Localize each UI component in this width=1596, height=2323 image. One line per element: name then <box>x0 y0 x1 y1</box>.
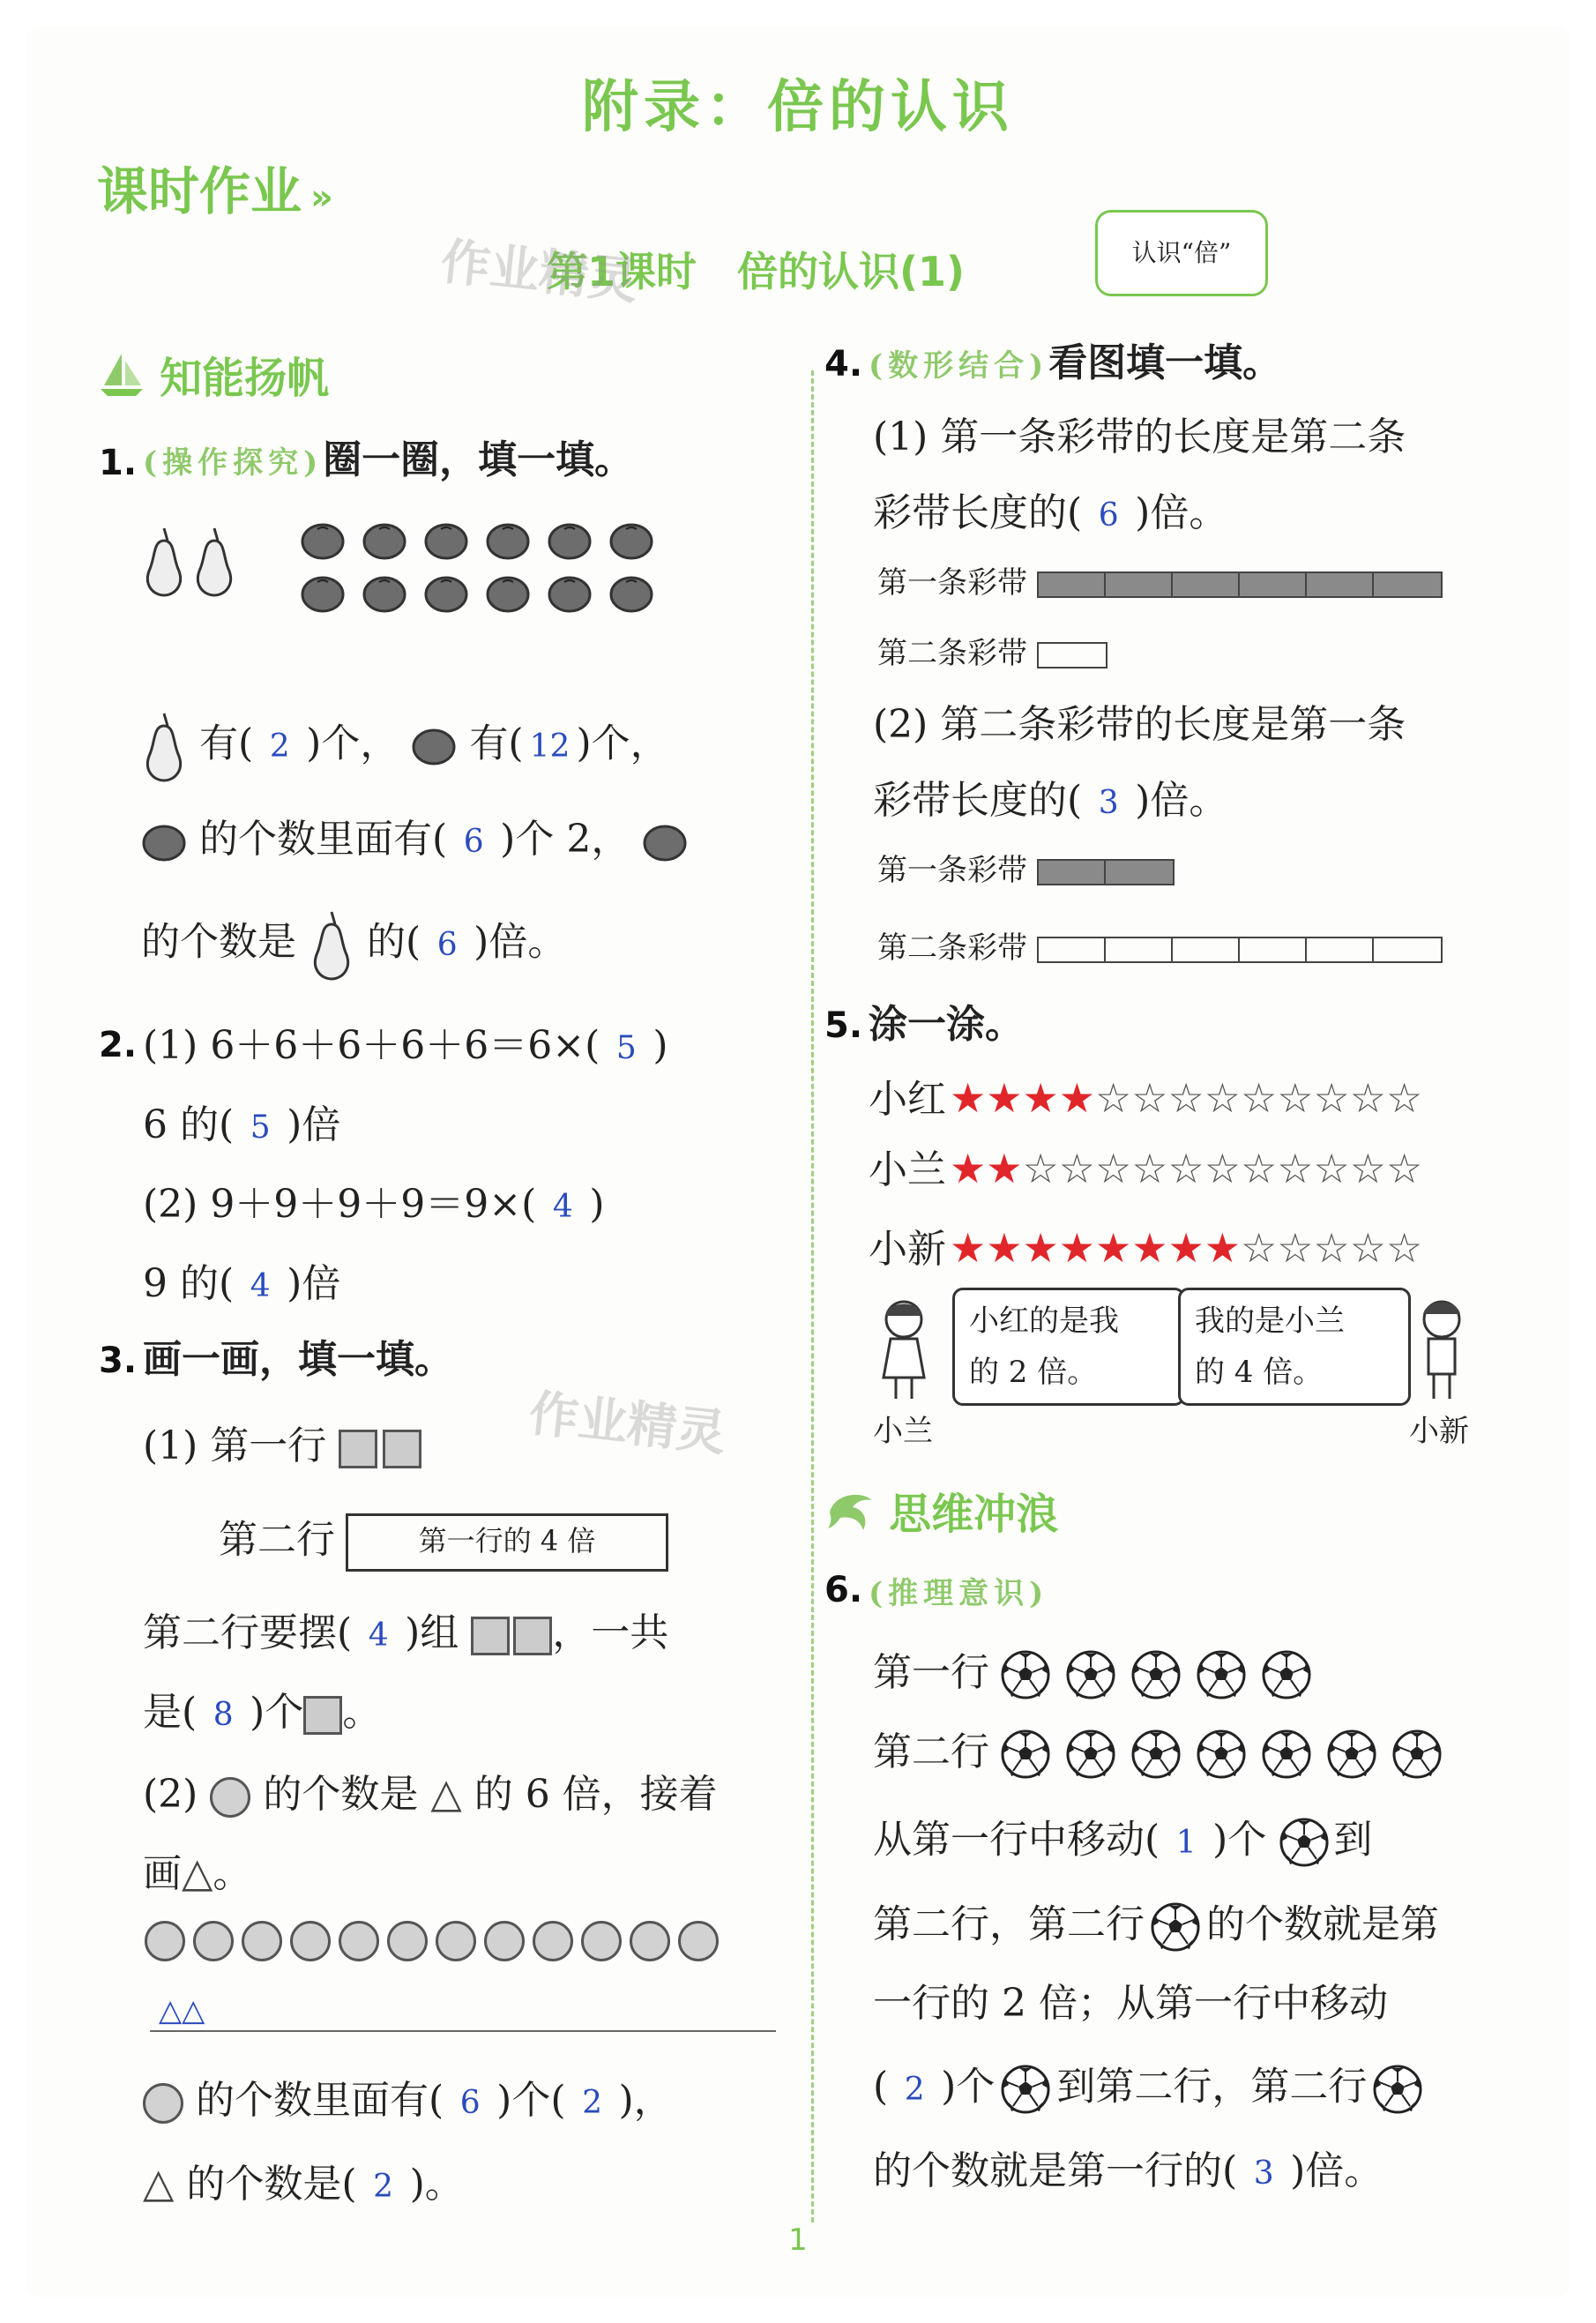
speech-bubble-xiaoxin <box>1178 1288 1411 1406</box>
orange-icon <box>411 726 457 766</box>
triangle-drawing[interactable]: △△ <box>159 1993 205 2028</box>
orange-icon <box>362 573 407 614</box>
triangle-icon: △ <box>430 1769 462 1817</box>
q4-tag: (数形结合) <box>869 348 1049 384</box>
q6-l2b: 的个数就是第 <box>1206 1901 1439 1947</box>
q4-band2-label: 第二条彩带 <box>877 636 1027 671</box>
lesson-title: 第1课时 倍的认识(1) <box>547 248 966 295</box>
q3-line4 <box>143 1849 252 1896</box>
orange-icon <box>300 573 346 614</box>
q4-band1-label: 第一条彩带 <box>877 565 1027 601</box>
circle-icon <box>436 1921 476 1961</box>
q6-row1 <box>873 1649 1326 1700</box>
q3-l2b: )个 <box>250 1690 304 1735</box>
q3-l3b: 的个数是 <box>263 1772 419 1817</box>
q3-line2: 是( 8 )个 。 <box>143 1690 382 1735</box>
q6-tag: (推理意识) <box>869 1576 1049 1611</box>
orange-icon <box>608 520 654 561</box>
section-homework-label: 课时作业 <box>97 161 302 221</box>
ribbon-segment <box>1173 573 1240 596</box>
filled-star-icon[interactable]: ★ <box>1022 1224 1059 1272</box>
page-card <box>26 26 1570 2297</box>
q2-l1-end: ) <box>653 1023 668 1068</box>
square-icon <box>339 1430 377 1468</box>
q6-line3: 一行的 2 倍；从第一行中移动 <box>873 1981 1388 2026</box>
star-row <box>869 1138 1422 1217</box>
q3-l2a: 是( <box>143 1690 198 1735</box>
ribbon-segment <box>1173 938 1240 961</box>
orange-row <box>300 520 688 561</box>
watermark-mid: 作业精灵 <box>526 1385 729 1463</box>
q6-tag-line <box>869 1572 1048 1610</box>
filled-star-icon[interactable]: ★ <box>1022 1074 1059 1122</box>
ribbon-segment <box>1374 573 1441 596</box>
filled-star-icon[interactable]: ★ <box>1095 1224 1132 1272</box>
q6-line5 <box>873 2148 1383 2193</box>
double-chevron-icon: » <box>310 177 333 218</box>
q4-p2c: )倍。 <box>1135 778 1228 823</box>
q3-number: 3. <box>99 1341 138 1381</box>
q6-row2-label: 第二行 <box>873 1729 989 1774</box>
soccer-ball-icon <box>1065 1649 1116 1700</box>
circle-icon <box>145 1921 185 1961</box>
q3-l6b: )。 <box>409 2162 464 2207</box>
orange-icon <box>423 573 469 614</box>
bubble2-line1: 我的是小兰 <box>1195 1303 1345 1339</box>
empty-star-icon[interactable]: ☆ <box>1277 1074 1314 1122</box>
q2-answer-3[interactable]: 4 <box>552 1189 573 1225</box>
soccer-ball-icon <box>1261 1649 1312 1700</box>
filled-star-icon[interactable]: ★ <box>1058 1074 1095 1122</box>
q2-number: 2. <box>99 1025 138 1065</box>
soccer-ball-icon <box>1000 1729 1051 1780</box>
speech-bubble-xiaolan <box>952 1288 1185 1406</box>
soccer-ball-icon <box>1279 1817 1330 1868</box>
empty-star-icon[interactable]: ☆ <box>1204 1074 1241 1122</box>
circle-icon <box>210 1777 250 1818</box>
orange-icon <box>642 822 688 863</box>
ribbon-segment <box>1374 938 1441 961</box>
circle-icon <box>193 1921 234 1961</box>
filled-star-icon[interactable]: ★ <box>1167 1224 1204 1272</box>
q3-line1 <box>143 1610 669 1655</box>
filled-star-icon[interactable]: ★ <box>1058 1224 1095 1272</box>
watermark-top: 作业精灵 <box>437 233 641 311</box>
q4-p1b: 彩带长度的( <box>873 490 1083 535</box>
q1-answer-oranges[interactable]: 12 <box>529 728 571 765</box>
empty-star-icon[interactable]: ☆ <box>1277 1224 1314 1272</box>
q3-answer-per[interactable]: 2 <box>582 2085 602 2121</box>
q4-answer-1[interactable]: 6 <box>1098 497 1119 534</box>
filled-star-icon[interactable]: ★ <box>1204 1224 1241 1272</box>
q3-l5a: 的个数里面有( <box>196 2078 444 2123</box>
triangle-icon: △ <box>182 1849 213 1896</box>
q4-p1a: (1) 第一条彩带的长度是第二条 <box>873 415 1406 459</box>
ball-row <box>1000 1650 1326 1695</box>
orange-icon <box>300 520 346 561</box>
q3-l3a: (2) <box>143 1772 198 1817</box>
star-row-name: 小新 <box>869 1227 946 1272</box>
q2-l2: 6 的( <box>143 1102 235 1147</box>
empty-star-icon[interactable]: ☆ <box>1058 1145 1095 1192</box>
square-icon <box>471 1617 510 1655</box>
q6-l2a: 第二行，第二行 <box>873 1901 1145 1947</box>
pear-icon <box>191 525 237 597</box>
empty-star-icon[interactable]: ☆ <box>1241 1074 1278 1122</box>
empty-star-icon[interactable]: ☆ <box>1241 1145 1278 1192</box>
q3-line3 <box>143 1769 718 1818</box>
q3-l5c: )， <box>618 2078 673 2123</box>
ribbon-segment <box>1106 938 1173 961</box>
ribbon-long <box>1037 937 1443 963</box>
circle-icon <box>339 1921 379 1961</box>
page-number: 1 <box>788 2222 808 2258</box>
lesson-tag <box>1095 210 1268 296</box>
ribbon-segment <box>1307 573 1374 596</box>
ribbon-short <box>1037 642 1108 669</box>
answer-line <box>150 2030 776 2032</box>
q1-l2a: 的个数里面有( <box>199 817 448 862</box>
empty-star-icon[interactable]: ☆ <box>1386 1074 1423 1122</box>
empty-star-icon[interactable]: ☆ <box>1349 1224 1386 1272</box>
filled-star-icon[interactable]: ★ <box>1131 1224 1168 1272</box>
star-row-name: 小兰 <box>869 1147 946 1192</box>
q1-answer-groups[interactable]: 6 <box>463 824 484 860</box>
q3-answer-groups[interactable]: 4 <box>368 1617 389 1654</box>
q4-p1-line2 <box>873 490 1228 535</box>
q2-l4-end: )倍 <box>287 1261 341 1306</box>
empty-star-icon[interactable]: ☆ <box>1095 1074 1132 1122</box>
q3-l3c: 的 6 倍，接着 <box>474 1772 718 1817</box>
q6-answer-1[interactable]: 1 <box>1175 1824 1197 1861</box>
circle-icon <box>581 1921 622 1961</box>
q3-l1a: 第二行要摆( <box>143 1610 353 1655</box>
ribbon-segment <box>1106 573 1173 596</box>
orange-icon <box>485 573 531 614</box>
empty-star-icon[interactable]: ☆ <box>1204 1145 1241 1192</box>
bubble1-line2: 的 2 倍。 <box>969 1355 1098 1390</box>
q6-l4c: 到第二行，第二行 <box>1056 2064 1368 2110</box>
filled-star-icon[interactable]: ★ <box>950 1145 987 1192</box>
empty-star-icon[interactable]: ☆ <box>1131 1074 1168 1122</box>
empty-star-icon[interactable]: ☆ <box>1241 1224 1278 1272</box>
q6-line1 <box>873 1817 1372 1868</box>
q6-line4 <box>873 2064 1423 2115</box>
empty-star-icon[interactable]: ☆ <box>1277 1145 1314 1192</box>
pear-icon <box>309 908 354 981</box>
left-section-title: 知能扬帆 <box>160 354 330 403</box>
q1-line2 <box>141 817 688 863</box>
q4-p2-line2 <box>873 778 1228 823</box>
square-icon <box>383 1430 421 1468</box>
q4-band4-row <box>877 930 1443 966</box>
q6-l4b: )个 <box>941 2064 996 2110</box>
girl-icon <box>873 1296 935 1402</box>
orange-icon <box>547 520 593 561</box>
q6-l1c: 到 <box>1333 1817 1373 1863</box>
soccer-ball-icon <box>1065 1729 1116 1780</box>
star-row <box>869 1067 1422 1138</box>
filled-star-icon[interactable]: ★ <box>950 1224 987 1272</box>
empty-star-icon[interactable]: ☆ <box>1386 1224 1423 1272</box>
q6-answer-2[interactable]: 2 <box>904 2071 925 2108</box>
q3-l4b: 。 <box>213 1851 252 1896</box>
circle-icon <box>678 1921 719 1961</box>
soccer-ball-icon <box>1130 1649 1182 1700</box>
q1-l1a: 有( <box>199 721 254 766</box>
q6-l1b: )个 <box>1212 1817 1267 1863</box>
q2-l3-end: ) <box>589 1182 605 1227</box>
q1-line1 <box>141 710 669 782</box>
q4-band3-row <box>877 853 1175 888</box>
ball-row <box>1000 1729 1457 1774</box>
star-rows <box>869 1067 1422 1288</box>
q3-l5b: )个( <box>496 2078 566 2123</box>
soccer-ball-icon <box>1391 1729 1443 1780</box>
empty-star-icon[interactable]: ☆ <box>1349 1145 1386 1192</box>
q2-answer-1[interactable]: 5 <box>615 1030 637 1066</box>
q6-line2 <box>873 1901 1439 1953</box>
q5-prompt: 涂一涂。 <box>869 1002 1024 1047</box>
circle-icon <box>630 1921 670 1961</box>
square-icon <box>513 1617 552 1655</box>
kid1-label: 小兰 <box>873 1414 933 1449</box>
q3-line6 <box>143 2159 464 2207</box>
empty-star-icon[interactable]: ☆ <box>1131 1145 1168 1192</box>
empty-star-icon[interactable]: ☆ <box>1313 1224 1350 1272</box>
ribbon-short <box>1037 859 1175 885</box>
page-title: 附录：倍的认识 <box>582 75 1014 140</box>
q1-l1d: )个， <box>576 721 669 766</box>
q3-answer-groups2[interactable]: 6 <box>459 2085 481 2121</box>
q6-l5b: )倍。 <box>1290 2148 1383 2193</box>
dolphin-icon <box>824 1486 877 1535</box>
circle-icon <box>387 1921 428 1961</box>
section-homework <box>97 150 333 224</box>
empty-star-icon[interactable]: ☆ <box>1349 1074 1386 1122</box>
empty-star-icon[interactable]: ☆ <box>1022 1145 1059 1192</box>
ribbon-segment <box>1039 573 1106 596</box>
q2-l1: (1) 6＋6＋6＋6＋6＝6×( <box>143 1023 600 1068</box>
q2-line3 <box>143 1182 605 1227</box>
q1-l3c: )倍。 <box>474 919 567 965</box>
q4-band3-label: 第一条彩带 <box>877 853 1027 888</box>
sailboat-icon <box>97 350 146 400</box>
q3-row2 <box>219 1513 668 1572</box>
orange-icon <box>141 822 187 863</box>
q4-band2-row <box>877 636 1108 671</box>
q6-row1-label: 第一行 <box>873 1649 989 1695</box>
q2-line4 <box>143 1261 341 1306</box>
orange-icon <box>547 573 593 614</box>
q3-l1c: ，一共 <box>552 1610 669 1655</box>
ribbon-segment <box>1240 938 1307 961</box>
q6-number: 6. <box>824 1570 863 1610</box>
ribbon-segment <box>1039 938 1106 961</box>
soccer-ball-icon <box>1196 1729 1247 1780</box>
circle-icon <box>242 1921 282 1961</box>
q4-prompt: 看图填一填。 <box>1048 340 1282 385</box>
q3-row2-label: 第二行 <box>219 1517 335 1563</box>
lesson-tag-label: 认识“倍” <box>1131 238 1232 267</box>
q3-answer-tri[interactable]: 2 <box>373 2169 394 2205</box>
q4-answer-2[interactable]: 3 <box>1098 785 1119 821</box>
soccer-ball-icon <box>1000 1649 1051 1700</box>
q4-number: 4. <box>824 344 863 385</box>
q1-answer-pears[interactable]: 2 <box>269 728 290 765</box>
pear-icon <box>141 710 187 782</box>
ribbon-segment <box>1106 861 1173 884</box>
soccer-ball-icon <box>1261 1729 1312 1780</box>
ribbon-segment <box>1039 861 1106 884</box>
q2-line2 <box>143 1102 341 1147</box>
q4-p2a: (2) 第二条彩带的长度是第一条 <box>873 702 1406 747</box>
filled-star-icon[interactable]: ★ <box>986 1224 1023 1272</box>
q3-l6a: 的个数是( <box>186 2162 357 2207</box>
q4-p1c: )倍。 <box>1135 490 1228 535</box>
star-row <box>869 1217 1422 1288</box>
q1-figure <box>141 525 237 597</box>
orange-icon <box>608 573 654 614</box>
q1-tag: (操作探究) <box>143 445 324 481</box>
triangle-icon: △ <box>143 2159 175 2207</box>
q2-l2-end: )倍 <box>287 1102 341 1147</box>
q3-line5 <box>143 2078 673 2124</box>
ribbon-segment <box>1307 938 1374 961</box>
soccer-ball-icon <box>1372 2064 1423 2115</box>
q6-l5a: 的个数就是第一行的( <box>873 2148 1238 2193</box>
filled-star-icon[interactable]: ★ <box>986 1074 1023 1122</box>
kid2-label: 小新 <box>1409 1414 1469 1449</box>
soccer-ball-icon <box>1326 1729 1377 1780</box>
q3-l1b: )组 <box>405 1610 459 1655</box>
circle-icon <box>143 2083 183 2124</box>
q1-l3b: 的( <box>367 919 421 965</box>
empty-star-icon[interactable]: ☆ <box>1313 1145 1350 1192</box>
q1-l2b: )个 2， <box>500 817 630 862</box>
empty-star-icon[interactable]: ☆ <box>1386 1145 1423 1192</box>
q1-l1c: 有( <box>469 721 524 766</box>
q1-l3a: 的个数是 <box>141 919 296 965</box>
orange-grid <box>300 520 688 614</box>
boy-icon <box>1411 1296 1473 1402</box>
q3-prompt: 画一画，填一填。 <box>143 1337 453 1382</box>
circle-icon <box>290 1921 331 1961</box>
orange-icon <box>362 520 407 561</box>
orange-icon <box>485 520 531 561</box>
right-section-title: 思维冲浪 <box>889 1490 1059 1539</box>
pear-icon <box>141 525 187 597</box>
soccer-ball-icon <box>1000 2064 1051 2115</box>
q2-answer-2[interactable]: 5 <box>250 1109 271 1146</box>
empty-star-icon[interactable]: ☆ <box>1167 1074 1204 1122</box>
circle-row <box>145 1921 727 1961</box>
bubble1-line1: 小红的是我 <box>969 1303 1119 1339</box>
q4-band4-label: 第二条彩带 <box>877 930 1027 966</box>
empty-star-icon[interactable]: ☆ <box>1313 1074 1350 1122</box>
left-section-header <box>97 344 329 405</box>
filled-star-icon[interactable]: ★ <box>950 1074 987 1122</box>
q1-answer-times[interactable]: 6 <box>436 926 458 963</box>
q3-l4a: 画 <box>143 1851 182 1896</box>
q6-answer-3[interactable]: 3 <box>1253 2155 1274 2192</box>
circle-icon <box>484 1921 525 1961</box>
q5-number: 5. <box>824 1005 863 1046</box>
q1-number: 1. <box>99 443 138 483</box>
q6-l4a: ( <box>873 2064 889 2110</box>
q1-prompt-line <box>143 437 634 482</box>
q4-band1-row <box>877 565 1443 601</box>
q6-row2 <box>873 1729 1457 1780</box>
ribbon-segment <box>1039 644 1106 667</box>
q3-answer-total[interactable]: 8 <box>213 1697 234 1733</box>
soccer-ball-icon <box>1196 1649 1247 1700</box>
filled-star-icon[interactable]: ★ <box>986 1145 1023 1192</box>
orange-icon <box>423 520 469 561</box>
ribbon-long <box>1037 571 1443 598</box>
ribbon-segment <box>1240 573 1307 596</box>
soccer-ball-icon <box>1130 1729 1182 1780</box>
q3-row1 <box>143 1423 421 1468</box>
soccer-ball-icon <box>1150 1901 1201 1953</box>
square-icon <box>303 1696 342 1735</box>
q3-row1-label: (1) 第一行 <box>143 1423 327 1468</box>
q4-p2b: 彩带长度的( <box>873 778 1083 823</box>
column-divider <box>811 370 814 2222</box>
empty-star-icon[interactable]: ☆ <box>1167 1145 1204 1192</box>
empty-star-icon[interactable]: ☆ <box>1095 1145 1132 1192</box>
q2-line1 <box>143 1023 668 1068</box>
circle-icon <box>533 1921 573 1961</box>
q2-answer-4[interactable]: 4 <box>250 1268 271 1304</box>
bubble2-line2: 的 4 倍。 <box>1195 1355 1324 1390</box>
orange-row <box>300 573 688 614</box>
q4-prompt-line <box>869 340 1282 385</box>
q1-l1b: )个， <box>306 721 399 766</box>
star-row-name: 小红 <box>869 1077 946 1122</box>
q2-l4: 9 的( <box>143 1261 235 1306</box>
q2-l3: (2) 9＋9＋9＋9＝9×( <box>143 1182 537 1227</box>
q3-row2-box: 第一行的 4 倍 <box>346 1513 668 1572</box>
q6-l1a: 从第一行中移动( <box>873 1817 1160 1863</box>
right-section-header <box>824 1480 1058 1541</box>
q1-prompt: 圈一圈，填一填。 <box>323 437 634 482</box>
q1-line3 <box>141 908 566 981</box>
